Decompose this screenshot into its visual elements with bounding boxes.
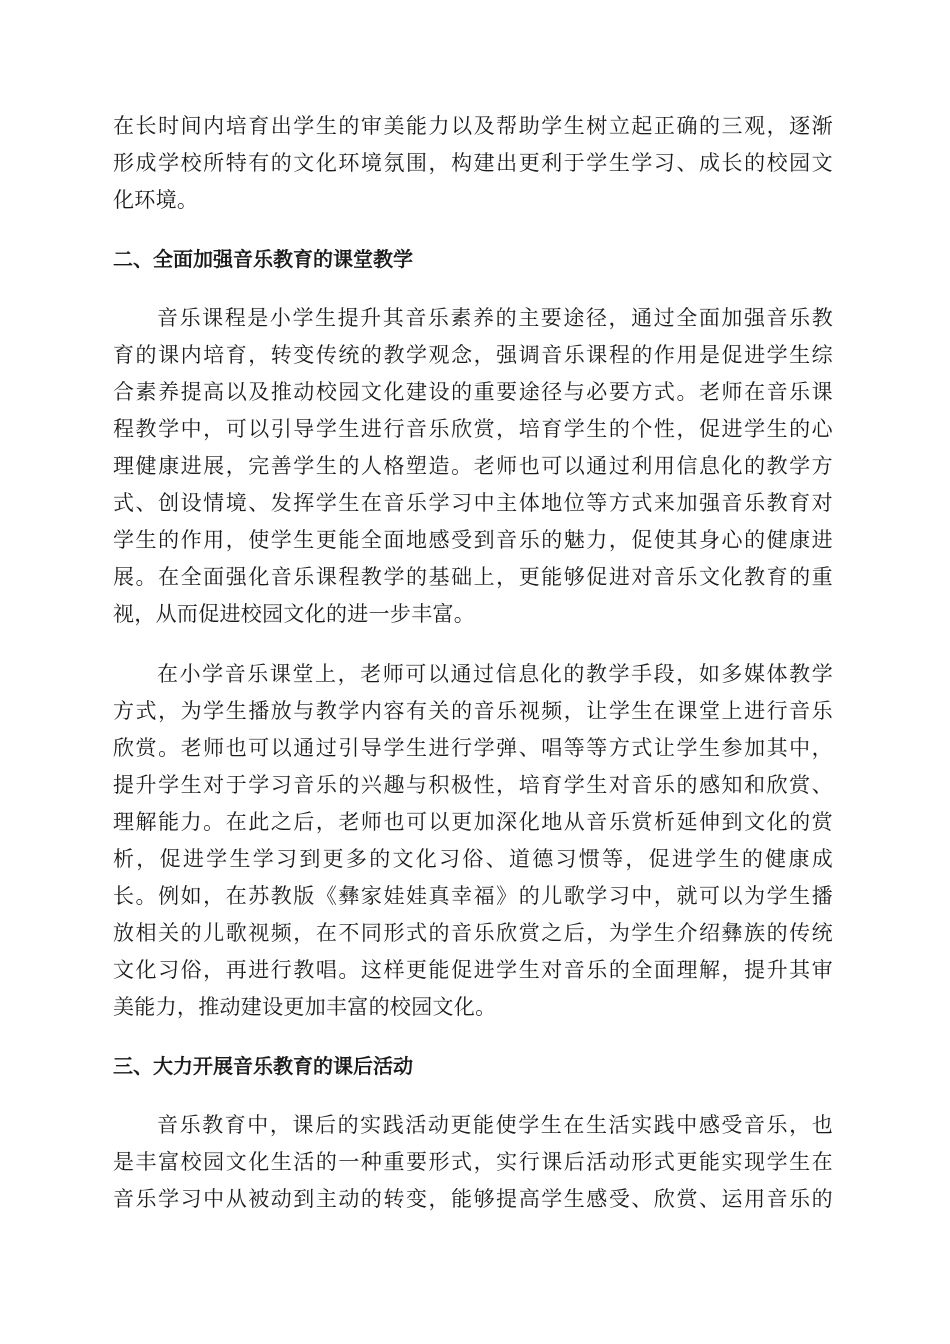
text-line: 育的课内培育，转变传统的教学观念，强调音乐课程的作用是促进学生综 xyxy=(113,343,833,367)
text-line: 理健康进展，完善学生的人格塑造。老师也可以通过利用信息化的教学方 xyxy=(113,454,833,478)
text-line: 形成学校所特有的文化环境氛围，构建出更利于学生学习、成长的校园文 xyxy=(113,151,833,175)
text-line: 音乐课程是小学生提升其音乐素养的主要途径，通过全面加强音乐教 xyxy=(157,306,833,330)
text-line: 式、创设情境、发挥学生在音乐学习中主体地位等方式来加强音乐教育对 xyxy=(113,491,833,515)
text-line: 视，从而促进校园文化的进一步丰富。 xyxy=(113,602,476,626)
text-line: 展。在全面强化音乐课程教学的基础上，更能够促进对音乐文化教育的重 xyxy=(113,565,833,589)
paragraph-after-class xyxy=(113,1107,833,1218)
text-line: 是丰富校园文化生活的一种重要形式，实行课后活动形式更能实现学生在 xyxy=(113,1150,833,1174)
paragraph-classroom-2 xyxy=(113,656,833,1026)
text-line: 程教学中，可以引导学生进行音乐欣赏，培育学生的个性，促进学生的心 xyxy=(113,417,833,441)
text-line: 音乐学习中从被动到主动的转变，能够提高学生感受、欣赏、运用音乐的 xyxy=(113,1187,833,1211)
text-line: 欣赏。老师也可以通过引导学生进行学弹、唱等等方式让学生参加其中， xyxy=(113,736,833,760)
text-line: 美能力，推动建设更加丰富的校园文化。 xyxy=(113,995,497,1019)
text-line: 提升学生对于学习音乐的兴趣与积极性，培育学生对音乐的感知和欣赏、 xyxy=(113,773,833,797)
paragraph-intro xyxy=(113,108,833,219)
section-heading-2: 二、全面加强音乐教育的课堂教学 xyxy=(113,247,413,271)
text-line: 学生的作用，使学生更能全面地感受到音乐的魅力，促使其身心的健康进 xyxy=(113,528,833,552)
text-line: 文化习俗，再进行教唱。这样更能促进学生对音乐的全面理解，提升其审 xyxy=(113,958,833,982)
text-line: 音乐教育中，课后的实践活动更能使学生在生活实践中感受音乐，也 xyxy=(157,1113,833,1137)
paragraph-classroom-1 xyxy=(113,300,833,633)
text-line: 在长时间内培育出学生的审美能力以及帮助学生树立起正确的三观，逐渐 xyxy=(113,114,833,138)
text-line: 理解能力。在此之后，老师也可以更加深化地从音乐赏析延伸到文化的赏 xyxy=(113,810,833,834)
text-line: 析，促进学生学习到更多的文化习俗、道德习惯等，促进学生的健康成 xyxy=(113,847,833,871)
text-line: 长。例如，在苏教版《彝家娃娃真幸福》的儿歌学习中，就可以为学生播 xyxy=(113,884,833,908)
text-line: 合素养提高以及推动校园文化建设的重要途径与必要方式。老师在音乐课 xyxy=(113,380,833,404)
text-line: 在小学音乐课堂上，老师可以通过信息化的教学手段，如多媒体教学 xyxy=(157,662,833,686)
text-line: 方式，为学生播放与教学内容有关的音乐视频，让学生在课堂上进行音乐 xyxy=(113,699,833,723)
text-line: 化环境。 xyxy=(113,188,199,212)
text-line: 放相关的儿歌视频，在不同形式的音乐欣赏之后，为学生介绍彝族的传统 xyxy=(113,921,833,945)
section-heading-3: 三、大力开展音乐教育的课后活动 xyxy=(113,1054,413,1078)
document-page xyxy=(113,108,833,1218)
